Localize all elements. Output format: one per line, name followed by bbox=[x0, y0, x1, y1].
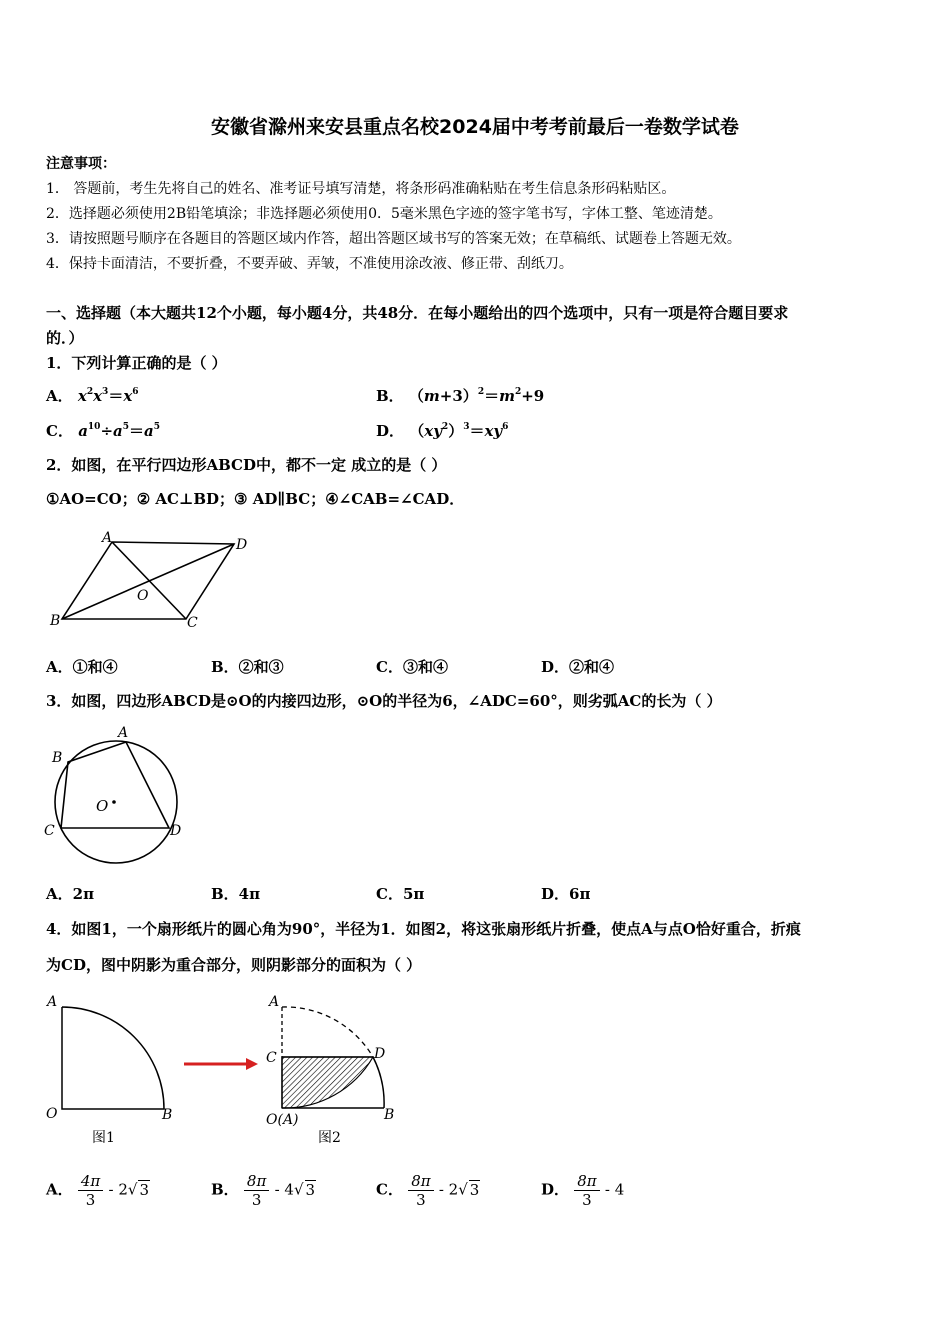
q3-option-a[interactable]: A．2π bbox=[46, 885, 95, 903]
q2-label-b: B bbox=[50, 613, 61, 629]
q4-fig2-diagram bbox=[282, 1007, 384, 1108]
q4-fig1-label-a: A bbox=[47, 994, 58, 1010]
q1-option-c[interactable]: C． $a^{10}\div a^5=a^5$ bbox=[46, 422, 161, 440]
q4-option-a-fraction: $\frac{4\pi}{3}$ bbox=[78, 1172, 103, 1209]
q2-label-d: D bbox=[236, 537, 248, 553]
q4-option-c-fraction: $\frac{8\pi}{3}$ bbox=[408, 1172, 433, 1209]
notice-heading: 注意事项： bbox=[46, 156, 116, 172]
q2-option-b[interactable]: B．②和③ bbox=[211, 658, 284, 676]
notice-item-2: 2．选择题必须使用2B铅笔填涂；非选择题必须使用0．5毫米黑色字迹的签字笔书写，字体工整、笔迹清楚。 bbox=[46, 206, 722, 222]
q4-option-d-fraction: $\frac{8\pi}{3}$ bbox=[574, 1172, 599, 1209]
q4-fig2-caption: 图2 bbox=[318, 1130, 341, 1146]
q4-fig1-label-b: B bbox=[162, 1107, 173, 1123]
q3-label-o: O bbox=[96, 797, 109, 815]
q3-stem: 3．如图，四边形ABCD是⊙O的内接四边形，⊙O的半径为6，∠ADC=60°，则劣弧AC的长为（ ） bbox=[46, 692, 722, 710]
q1-option-d[interactable]: D． $(xy^2)^3=xy^6$ bbox=[376, 422, 509, 440]
q1-stem: 1．下列计算正确的是（ ） bbox=[46, 354, 227, 372]
q3-label-a: A bbox=[118, 725, 129, 741]
q2-parallelogram-figure bbox=[44, 530, 264, 635]
q3-circle-figure bbox=[40, 722, 190, 870]
notice-item-3: 3．请按照题号顺序在各题目的答题区域内作答，超出答题区域书写的答案无效；在草稿纸、试题卷上答题无效。 bbox=[46, 231, 741, 247]
q2-stem: 2．如图，在平行四边形ABCD中，都不一定 成立的是（ ） bbox=[46, 456, 447, 474]
q4-option-b[interactable]: B． $\frac{8\pi}{3}$ - 4√ 3 bbox=[211, 1172, 316, 1209]
q4-stem-line2: 为CD，图中阴影为重合部分，则阴影部分的面积为（ ） bbox=[46, 956, 422, 974]
q4-arrow-icon bbox=[184, 1058, 258, 1070]
q4-figures bbox=[40, 990, 410, 1150]
section-heading-line2: 的．） bbox=[46, 329, 84, 347]
q2-label-c: C bbox=[187, 615, 198, 631]
q4-option-b-fraction: $\frac{8\pi}{3}$ bbox=[244, 1172, 269, 1209]
q3-label-d: D bbox=[170, 823, 182, 839]
q2-option-c[interactable]: C．③和④ bbox=[376, 658, 448, 676]
page-title: 安徽省滁州来安县重点名校2024届中考考前最后一卷数学试卷 bbox=[211, 116, 739, 138]
q1-option-a[interactable]: A． $x^2x^3=x^6$ bbox=[46, 387, 139, 405]
q3-label-c: C bbox=[44, 823, 55, 839]
q4-option-c[interactable]: C． $\frac{8\pi}{3}$ - 2√ 3 bbox=[376, 1172, 480, 1209]
q3-option-d[interactable]: D．6π bbox=[541, 885, 591, 903]
q3-option-b[interactable]: B．4π bbox=[211, 885, 261, 903]
notice-item-4: 4．保持卡面清洁，不要折叠，不要弄破、弄皱，不准使用涂改液、修正带、刮纸刀。 bbox=[46, 256, 573, 272]
section-heading-line1: 一、选择题（本大题共12个小题，每小题4分，共48分．在每小题给出的四个选项中，只有一项是符合题目要求 bbox=[46, 304, 789, 322]
q4-fig1-caption: 图1 bbox=[92, 1130, 115, 1146]
q4-fig2-label-d: D bbox=[374, 1046, 386, 1062]
q2-option-a[interactable]: A．①和④ bbox=[46, 658, 118, 676]
q2-option-d[interactable]: D．②和④ bbox=[541, 658, 615, 676]
q3-option-c[interactable]: C．5π bbox=[376, 885, 425, 903]
q2-label-o: O bbox=[137, 588, 149, 604]
q1-option-b[interactable]: B． $(m+3)^2=m^2+9$ bbox=[376, 387, 545, 405]
q4-option-d[interactable]: D． $\frac{8\pi}{3}$ - 4 bbox=[541, 1172, 625, 1209]
q4-fig1-sector bbox=[62, 1007, 164, 1109]
notice-item-1: 1． 答题前，考生先将自己的姓名、准考证号填写清楚，将条形码准确粘贴在考生信息条形码粘贴区。 bbox=[46, 181, 676, 197]
q4-fig1-label-o: O bbox=[46, 1106, 58, 1122]
q4-fig2-label-b: B bbox=[384, 1107, 395, 1123]
q2-label-a: A bbox=[102, 530, 113, 546]
q3-label-b: B bbox=[52, 750, 63, 766]
q4-stem-line1: 4．如图1，一个扇形纸片的圆心角为90°，半径为1．如图2，将这张扇形纸片折叠，使点A与点O恰好重合，折痕 bbox=[46, 920, 801, 938]
q4-fig2-label-c: C bbox=[266, 1050, 277, 1066]
q4-option-a[interactable]: A． $\frac{4\pi}{3}$ - 2√ 3 bbox=[46, 1172, 150, 1209]
q2-conditions: ①AO=CO；② AC⊥BD；③ AD∥BC；④∠CAB=∠CAD． bbox=[46, 490, 465, 508]
q4-fig2-label-a: A bbox=[269, 994, 280, 1010]
q4-fig2-label-oa: O(A) bbox=[266, 1112, 299, 1128]
